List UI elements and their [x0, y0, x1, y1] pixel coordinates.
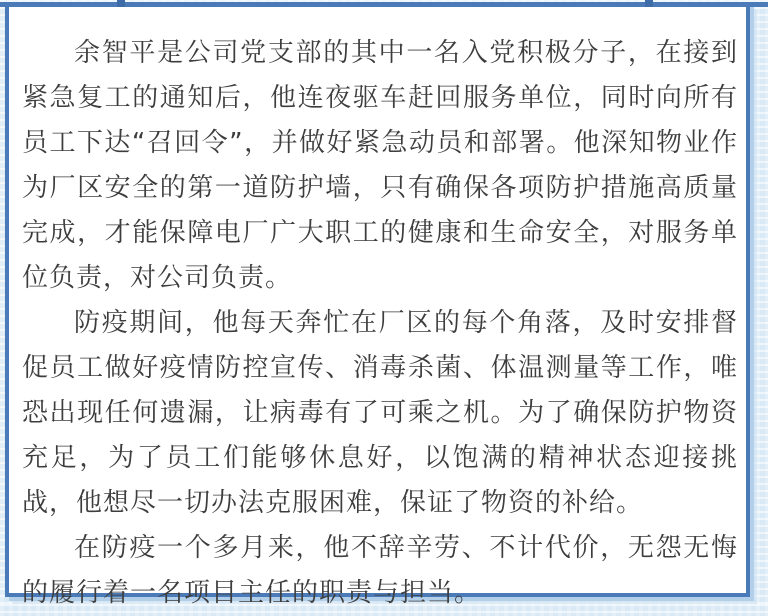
- text-panel: [5, 3, 750, 608]
- document-body: [9, 7, 746, 616]
- paragraph: 在防疫一个多月来，他不辞辛劳、不计代价，无怨无悔的履行着一名项目主任的职责与担当。: [22, 533, 738, 608]
- paragraph: 防疫期间，他每天奔忙在厂区的每个角落，及时安排督促员工做好疫情防控宣传、消毒杀菌、体温测量等工作，唯恐出现任何遗漏，让病毒有了可乘之机。为了确保防护物资充足，为了员工们能够休息好，以饱满的精神状态迎接挑战，他想尽一切办法克服困难，保证了物资的补给。: [22, 308, 738, 518]
- top-left-tick-mark: [117, 0, 125, 7]
- top-right-tick-mark: [645, 0, 653, 7]
- paragraph: 余智平是公司党支部的其中一名入党积极分子，在接到紧急复工的通知后，他连夜驱车赶回服务单位，同时向所有员工下达“召回令”，并做好紧急动员和部署。他深知物业作为厂区安全的第一道防护墙，只有确保各项防护措施高质量完成，才能保障电厂广大职工的健康和生命安全，对服务单位负责，对公司负责。: [22, 38, 738, 293]
